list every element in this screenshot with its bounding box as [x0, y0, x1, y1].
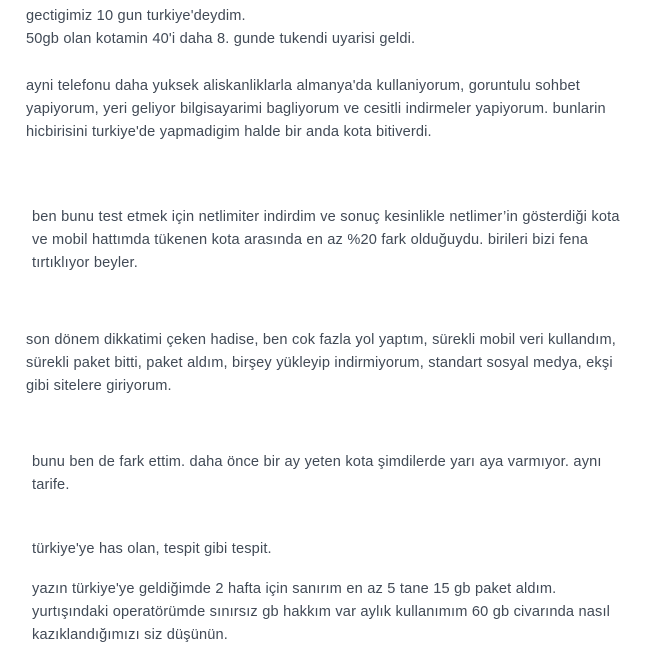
- entry-paragraph: türkiye'ye has olan, tespit gibi tespit.: [32, 541, 272, 557]
- entry-paragraph: [26, 5, 632, 51]
- entry-text-block: [26, 329, 634, 399]
- entry-text-block: [26, 5, 632, 144]
- entry-line: 50gb olan kotamin 40'i daha 8. gunde tukendi uyarisi geldi.: [26, 31, 416, 48]
- entry-text-block: [32, 578, 634, 648]
- entry-text-block: [32, 538, 632, 561]
- entry-paragraph: yazın türkiye'ye geldiğimde 2 hafta için sanırım en az 5 tane 15 gb paket aldım. yurtışındaki operatörümde sınırsız gb hakkım var aylık kullanımım 60 gb civarında nasıl kazıklandığımızı siz düşünün.: [32, 581, 611, 644]
- entry-text-block: [32, 206, 632, 276]
- entry-paragraph: ayni telefonu daha yuksek aliskanliklarla almanya'da kullaniyorum, goruntulu sohbet yapiyorum, yeri geliyor bilgisayarimi bagliyorum ve cesitli indirmeler yapiyorum. bunlarin hicbirisini turkiye'de yapmadigim halde bir anda kota bitiverdi.: [26, 77, 606, 140]
- entry-text-block: [32, 451, 632, 497]
- entry-line: gectigimiz 10 gun turkiye'deydim.: [26, 8, 246, 24]
- entry-paragraph: ben bunu test etmek için netlimiter indirdim ve sonuç kesinlikle netlimer’in gösterdiği kota ve mobil hattımda tükenen kota arasında en az %20 fark olduğuydu. birileri bizi fena tırtıklıyor beyler.: [32, 209, 620, 272]
- entry-paragraph: bunu ben de fark ettim. daha önce bir ay yeten kota şimdilerde yarı aya varmıyor. aynı tarife.: [32, 454, 602, 494]
- entry-paragraph: son dönem dikkatimi çeken hadise, ben cok fazla yol yaptım, sürekli mobil veri kullandım, sürekli paket bitti, paket aldım, birşey yükleyip indirmiyorum, standart sosyal medya, ekşi gibi sitelere giriyorum.: [26, 332, 616, 395]
